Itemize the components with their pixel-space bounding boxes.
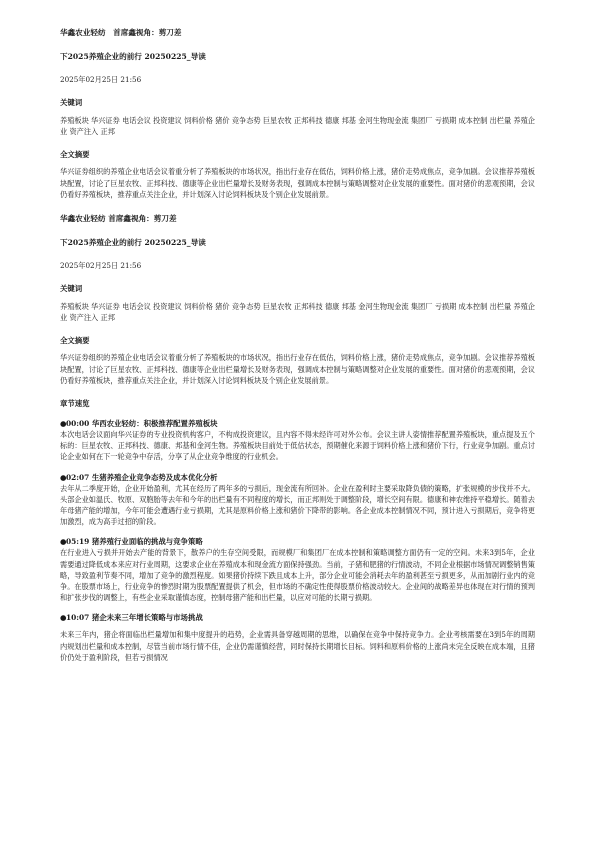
- document-title: 华鑫农业轻纺 首席鑫视角：剪刀差: [60, 28, 182, 37]
- keywords-text-repeat: 养殖板块 华兴证券 电话会议 投资建议 饲料价格 猪价 竞争态势 巨星农牧 正邦科技 德康 邦基 金河生物现金流 集团厂 亏损期 成本控制 出栏量 养殖企业 资产注入 正邦: [60, 302, 535, 323]
- keywords-heading-repeat: 关键词: [60, 284, 83, 294]
- chapter-body: 本次电话会议面向华兴证券的专业投资机构客户，不构成投资建议，且内容不得未经许可对外公布。会议主讲人姿情推荐配置养殖板块，重点提及五个标的：巨星农牧、正邦科技、德康、邦基和金河生物。养殖板块目前处于低估状态，预期催化来源于饲料价格上涨和猪价下行，行业竞争加剧。重点讨论企业如何在下一轮竞争中存活，分享了从企业竞争维度的行业机会。: [60, 430, 535, 462]
- summary-heading-repeat: 全文摘要: [60, 336, 90, 346]
- chapter-title: 05:19 猪养殖行业面临的挑战与竞争策略: [66, 537, 203, 547]
- keywords-text: 养殖板块 华兴证券 电话会议 投资建议 饲料价格 猪价 竞争态势 巨星农牧 正邦科技 德康 邦基 金河生物现金流 集团厂 亏损期 成本控制 出栏量 养殖企业 资产注入 正邦: [60, 116, 535, 137]
- chapter-item: [60, 472, 535, 528]
- bullet-icon: ●: [60, 472, 67, 482]
- chapter-body: 去年从二季度开始，企业开始盈利，尤其在经历了两年多的亏损后，现金流有所回补。企业在盈利时主要采取降负债的策略，扩张规模的步伐并不大。头部企业如温氏、牧原、双胞胎等去年和今年的出栏量有不同程度的增长，而正邦则处于调整阶段，增长空间有限。德康和神农维持平稳增长。随着去年母猪产能的增加，今年可能会遭遇行业亏损期，尤其是原料价格上涨和猪价下降带的影响。各企业成本控制情况不同，预计进入亏损期后，竞争将更加激烈，成为高手过招的阶段。: [60, 483, 535, 527]
- chapter-body: 未来三年内，猪企将面临出栏量增加和集中度提升的趋势，企业需具备穿越周期的思维，以确保在竞争中保持竞争力。企业考核需要在3到5年的周期内规划出栏量和成本控制，尽管当前市场行情不佳，企业仍需谨慎经营，同时保持长期增长目标。饲料和原料价格的上涨尚未完全反映在成本端，且猪价仍处于盈利阶段，但若亏损情况: [60, 630, 535, 662]
- document-title-repeat: 华鑫农业轻纺 首席鑫视角：剪刀差: [60, 214, 177, 224]
- bullet-icon: ●: [60, 537, 67, 547]
- summary-text: 华兴证券组织的养殖企业电话会议着重分析了养殖板块的市场状况，指出行业存在低估，饲料价格上涨，猪价走势成焦点，竞争加剧。会议推荐养殖板块配置，讨论了巨星农牧、正邦科技、德康等企业出栏量增长及财务表现，强调成本控制与策略调整对企业发展的重要性。面对猪价的悲观预期，会议仍看好养殖板块，推荐重点关注企业，并计划深入讨论饲料板块及个别企业发展前景。: [60, 167, 535, 199]
- keywords-heading: 关键词: [60, 98, 83, 107]
- document-date: 2025年02月25日 21:56: [60, 75, 142, 84]
- document-date-repeat: 2025年02月25日 21:56: [60, 261, 142, 271]
- summary-text-repeat: 华兴证券组织的养殖企业电话会议着重分析了养殖板块的市场状况，指出行业存在低估，饲料价格上涨，猪价走势成焦点，竞争加剧。会议推荐养殖板块配置，讨论了巨星农牧、正邦科技、德康等企业出栏量增长及财务表现，强调成本控制与策略调整对企业发展的重要性。面对猪价的悲观预期，会议仍看好养殖板块，推荐重点关注企业，并计划深入讨论饲料板块及个别企业发展前景。: [60, 353, 535, 385]
- chapter-item: [60, 612, 535, 663]
- chapter-item: [60, 536, 535, 603]
- bullet-icon: ●: [60, 419, 67, 429]
- chapter-title: 02:07 生猪养殖企业竞争态势及成本优化分析: [66, 472, 218, 482]
- bullet-icon: ●: [60, 613, 67, 623]
- chapter-body: 在行业进入亏损并开始去产能的背景下，散养户的生存空间受限，而规模厂和集团厂在成本控制和策略调整方面仍有一定的空间。未来3到5年，企业需要通过降低成本来应对行业周期，这要求企业在养殖成本和现金流方面保持强劲。当前，子猪和肥猪的行情波动，不同企业根据市场情况调整销售策略，导致盈利节奏不同，增加了竞争的激烈程度。如果猪价持续下跌且成本上升，部分企业可能会消耗去年的盈利甚至亏损更多，从而加剧行业内的竞争。在股票市场上，行业竞争的惨烈时期为股票配置提供了机会，但市场的不确定性使得股票价格波动较大。企业间的战略差异也体现在对行情的预判和扩张步伐的调整上，有些企业采取谨慎态度，控制母猪产能和出栏量，以应对可能的长期亏损期。: [60, 548, 535, 603]
- chapter-title: 00:00 华西农业轻纺：积极推荐配置养殖板块: [66, 419, 218, 429]
- document-subtitle: 下2025养殖企业的前行 20250225_导读: [60, 52, 206, 61]
- summary-heading: 全文摘要: [60, 150, 90, 160]
- chapter-item: [60, 418, 535, 463]
- document-subtitle-repeat: 下2025养殖企业的前行 20250225_导读: [60, 238, 206, 248]
- chapters-heading: 章节速览: [60, 399, 90, 409]
- chapter-title: 10:07 猪企未来三年增长策略与市场挑战: [66, 613, 203, 623]
